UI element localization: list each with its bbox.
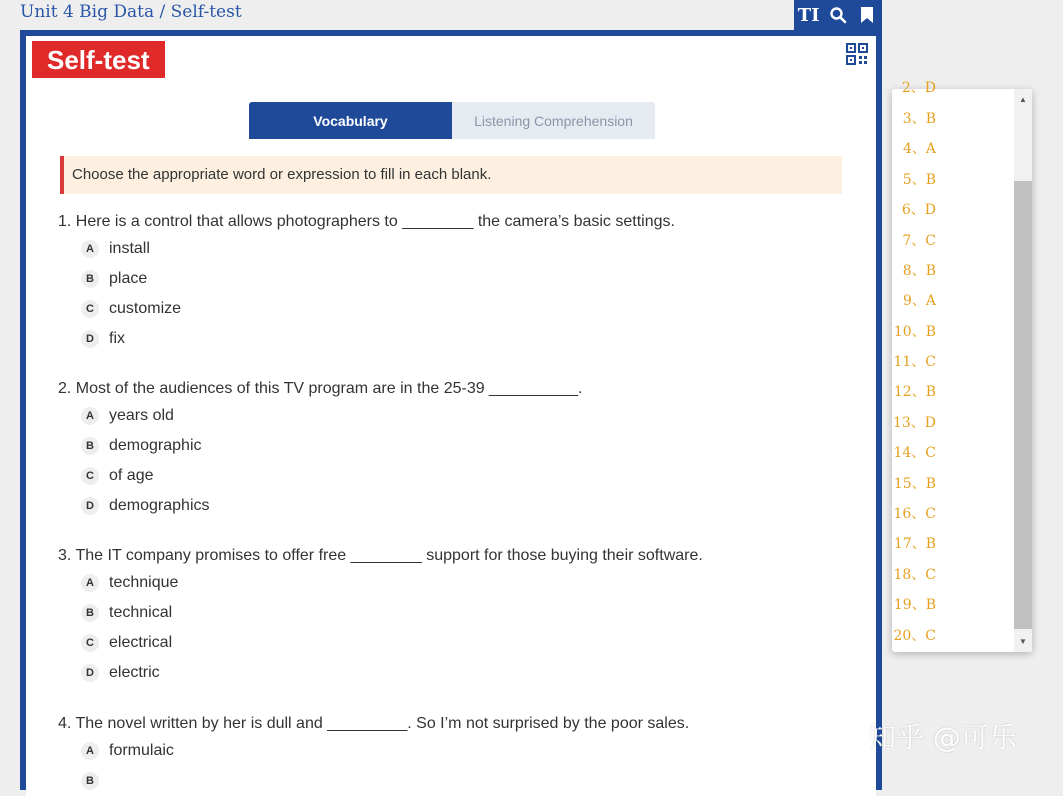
option-b[interactable]	[81, 766, 689, 796]
option-text: demographic	[109, 437, 202, 454]
qr-code-icon[interactable]	[846, 43, 868, 65]
tab-listening-comprehension[interactable]: Listening Comprehension	[452, 102, 655, 139]
option-text: install	[109, 240, 150, 257]
option-letter: B	[81, 270, 99, 288]
answer-item: 6、D	[901, 202, 936, 218]
answer-item: 17、B	[893, 536, 936, 552]
scroll-up-arrow-icon[interactable]: ▲	[1019, 94, 1027, 104]
breadcrumb[interactable]: Unit 4 Big Data / Self-test	[20, 2, 242, 22]
option-c[interactable]	[81, 294, 675, 324]
answer-item: 12、B	[893, 384, 936, 400]
option-a[interactable]	[81, 234, 675, 264]
option-b[interactable]	[81, 598, 703, 628]
option-text: electrical	[109, 634, 173, 651]
option-letter: C	[81, 634, 99, 652]
option-text: technique	[109, 574, 179, 591]
option-text: years old	[109, 407, 174, 424]
question-text: 2. Most of the audiences of this TV program are in the 25-39 __________.	[58, 380, 583, 397]
option-letter: D	[81, 664, 99, 682]
option-d[interactable]	[81, 658, 703, 688]
question-text: 4. The novel written by her is dull and _________. So I’m not surprised by the poor sales.	[58, 715, 690, 732]
instruction-banner: Choose the appropriate word or expression to fill in each blank.	[60, 156, 842, 194]
option-letter: A	[81, 240, 99, 258]
answer-item: 18、C	[893, 567, 936, 583]
answer-item: 13、D	[892, 415, 936, 431]
answer-item: 11、C	[893, 354, 936, 370]
answer-item: 14、C	[893, 445, 936, 461]
option-a[interactable]	[81, 568, 703, 598]
answer-key-popup	[892, 80, 1032, 652]
option-text: fix	[109, 330, 125, 347]
option-letter: B	[81, 772, 99, 790]
option-letter: B	[81, 604, 99, 622]
answer-item: 19、B	[893, 597, 936, 613]
bookmark-icon	[860, 6, 874, 24]
option-text: electric	[109, 664, 160, 681]
option-letter: D	[81, 330, 99, 348]
option-a[interactable]	[81, 736, 689, 766]
option-letter: C	[81, 467, 99, 485]
answer-item: 4、A	[902, 141, 936, 157]
option-letter: D	[81, 497, 99, 515]
option-text: technical	[109, 604, 173, 621]
option-letter: C	[81, 300, 99, 318]
option-c[interactable]	[81, 628, 703, 658]
question-4	[58, 712, 689, 796]
scrollbar-thumb[interactable]	[1014, 181, 1032, 629]
option-letter: A	[81, 407, 99, 425]
page-title: Self-test	[32, 41, 165, 78]
option-c[interactable]	[81, 461, 582, 491]
content-frame	[20, 30, 882, 790]
scroll-down-arrow-icon[interactable]: ▼	[1019, 636, 1027, 646]
answer-item: 7、C	[902, 233, 936, 249]
option-text: of age	[109, 467, 154, 484]
option-text: customize	[109, 300, 182, 317]
search-button[interactable]	[826, 3, 850, 27]
watermark: 知乎 @可乐	[868, 721, 1017, 754]
self-test-sheet	[26, 36, 876, 796]
scrollbar[interactable]	[1014, 89, 1032, 652]
option-b[interactable]	[81, 431, 582, 461]
answer-item: 8、B	[902, 263, 936, 279]
answer-item: 5、B	[902, 172, 936, 188]
question-text: 3. The IT company promises to offer free ________ support for those buying their software.	[58, 547, 703, 564]
question-3	[58, 544, 703, 688]
search-icon	[829, 6, 847, 24]
question-1	[58, 210, 675, 354]
question-text: 1. Here is a control that allows photographers to ________ the camera’s basic settings.	[58, 213, 675, 230]
bookmark-button[interactable]	[855, 3, 879, 27]
tab-vocabulary[interactable]: Vocabulary	[249, 102, 452, 139]
option-d[interactable]	[81, 491, 582, 521]
option-text: demographics	[109, 497, 210, 514]
option-letter: B	[81, 437, 99, 455]
option-text: place	[109, 270, 148, 287]
answer-item: 2、D	[901, 80, 936, 96]
tab-bar	[249, 102, 655, 139]
toolbar	[794, 0, 882, 30]
answer-item: 16、C	[893, 506, 936, 522]
answer-item: 10、B	[893, 324, 936, 340]
font-size-icon: TI	[797, 4, 820, 26]
option-d[interactable]	[81, 324, 675, 354]
answer-item: 20、C	[893, 628, 936, 644]
option-text: formulaic	[109, 742, 174, 759]
font-size-button[interactable]	[797, 3, 821, 27]
question-2	[58, 377, 582, 521]
option-letter: A	[81, 742, 99, 760]
option-b[interactable]	[81, 264, 675, 294]
answer-item: 3、B	[902, 111, 936, 127]
answer-item: 9、A	[902, 293, 936, 309]
answer-item: 15、B	[893, 476, 936, 492]
option-a[interactable]	[81, 401, 582, 431]
option-letter: A	[81, 574, 99, 592]
